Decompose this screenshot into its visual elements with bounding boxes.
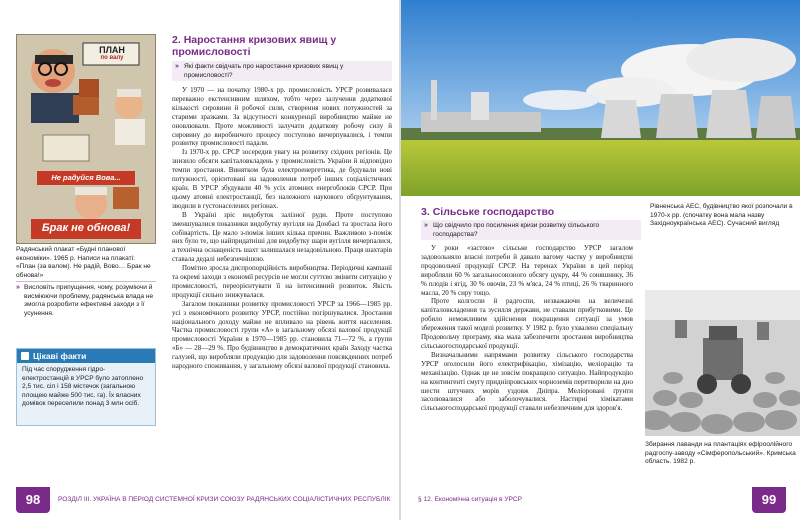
poster-plan-label: ПЛАН <box>99 45 125 55</box>
section-3-number: 3. <box>421 206 430 218</box>
poster-question-text: Висловіть припущення, чому, розуміючи й висміюючи проблему, радянська влада не змогла розробити ефективні заходи з її усунення. <box>24 284 154 317</box>
question-arrow-icon: » <box>424 222 428 229</box>
section-2-number: 2. <box>172 34 181 46</box>
section-3-question-block <box>421 220 641 240</box>
section-3-title-text: Сільське господарство <box>432 206 555 218</box>
poster-illustration <box>17 35 155 243</box>
footer-right: § 12. Економічна ситуація в УРСР <box>418 496 523 503</box>
photo-caption-bottom: Збирання лаванди на плантаціях ефіроолійного радгоспу-заводу «Сімферопольський». Кримська область. 1982 р. <box>645 441 796 466</box>
section-3-question: Що свідчило про посилення кризи розвитку сільського господарства? <box>433 222 600 238</box>
nuclear-plant-illustration <box>401 0 800 196</box>
poster-bottom-text: Брак не обнова! <box>41 222 131 234</box>
paragraph: Помітно зросла диспропорційність виробництва. Періодичні кампанії та окремі заходи з економії ресурсів не могли суттєво змінити ситуацію у промисловості, переорієнтувати її на інтенсивний розвиток. Якість продукції сильно знижувалася. <box>172 264 392 299</box>
footer-left: РОЗДІЛ ІІІ. УКРАЇНА В ПЕРІОД СИСТЕМНОЇ КРИЗИ СОЮЗУ РАДЯНСЬКИХ СОЦІАЛІСТИЧНИХ РЕСПУБЛІК <box>58 496 391 503</box>
page-number-right: 99 <box>752 487 786 513</box>
nuclear-plant-photo <box>401 0 800 196</box>
poster-caption: Радянський плакат «Будні планової економіки». 1965 р. Написи на плакаті: «План (за валом). Не радій, Вово… Брак не обнова!» <box>16 246 151 279</box>
paragraph: В Україні зріс видобуток залізної руди. Проте поступово зменшувалися показники видобутку вугілля на Донбасі та зростала його собівартість. Це мало з-поміж інших кілька причин. Важливою з-поміж них було те, що найпридатніші для видобутку шари вугілля вичерпалися, а технічна оснащеність шахт залишалася незадовільною. Праця шахтарів ставала дедалі небезпечнішою. <box>172 210 392 264</box>
soviet-poster-image <box>16 34 156 244</box>
section-2-title <box>172 34 392 58</box>
question-arrow-icon: » <box>16 284 20 291</box>
poster-mid-text: Не радуйся Вова... <box>51 173 121 182</box>
paragraph: Загалом показники розвитку промисловості УРСР за 1966—1985 рр. усі з економічного розвитку УРСР, постійно погіршувалися. Зростання національного доходу майже не впливало на рівень життя населення. Частка промисловості групи «А» в загальному обсязі валової продукції промисловості України в 1970—1985 рр. становила 71—72 %, а групи «Б» — 28—29 %. Про будівництво в демократичних країн Заходу частка галузей, що виробляли продукцію для задоволення повсякденних потреб народного споживання, у загальному обсязі валової продукції становила. <box>172 299 392 371</box>
section-2-question: Які факти свідчать про наростання кризових явищ у промисловості? <box>184 63 344 79</box>
photo-caption-top: Рівненська АЕС, будівництво якої розпочали в 1970-х рр. (спочатку вона мала назву Західноукраїнська АЕС). Сучасний вигляд <box>650 203 793 228</box>
facts-text: Під час спорудження гідро-електростанцій в УРСР було затоплено 2,5 тис. сіл і 158 містечок (загальною площею майже 500 тис. га). Їх власних домівок переселили понад 3 млн осіб. <box>22 366 144 408</box>
paragraph: Із 1970-х рр. СРСР зосередив увагу на розвитку східних регіонів. Це знизило обсяги капіталовкладень у промисловість України й відповідно темпи зростання. Винятком була електроенергетика, де будували нові потужності, орієнтовані на задоволення потреб інших соціалістичних країн. В УРСР збудували 40 % усіх атомних енергоблоків СРСР. При цьому атомні електростанції, без належного наукового обґрунтування, зводили в густонаселених регіонах. <box>172 148 392 210</box>
section-3-body <box>421 244 633 480</box>
facts-title: Цікаві факти <box>33 351 87 361</box>
section-2-question-block <box>172 61 392 81</box>
section-2-body <box>172 86 392 482</box>
lavender-illustration <box>645 290 800 436</box>
question-arrow-icon: » <box>175 63 179 70</box>
paragraph: Визначальними напрямами розвитку сільського господарства УРСР оголосили його електрифікацію, хімізацію, меліорацію та механізацію. Однак це не зовсім покращило ситуацію. Найпродукцію на контингенті смугу придніпровських чорноземів перетворили на дно шести штучних морів уздовж Дніпра. Меліоровані ґрунти засолювалися або заболочувалися. Настирні хімікатами сільськогосподарської продукції ставали небезпечним для здоров'я. <box>421 350 633 413</box>
poster-question-block <box>16 281 156 338</box>
page-number-left: 98 <box>16 487 50 513</box>
paragraph: Проте колгоспи й радгоспи, незважаючи на величезні капіталовкладення та зусилля держави, не ставали прибутковими. Це робило неможливим здійснення покращення ситуації за умов збереження такої моделі розвитку. У 1982 р. було ухвалено спеціальну Продовольчу програму, яка мала забезпечити зростання виробництва сільськогосподарської продукції. <box>421 297 633 350</box>
facts-header <box>17 349 155 363</box>
paragraph: У роки «застою» сільське господарство УРСР загалом задовольняло власні потреби й давало вагому частку у виробництві продовольчої продукції СРСР. На теренах України в цей період виробляли 60 % загальносоюзного обсягу цукру, 44 % соняшнику, 36 % плодів і ягід, 30 % овочів, 23 % м'яса, 24 % птиці, 26 % тваринного масла, 20 % сиру тощо. <box>421 244 633 297</box>
section-2-title-text: Наростання кризових явищ у промисловості <box>172 34 337 58</box>
interesting-facts-box <box>16 348 156 426</box>
checkbox-icon <box>21 352 29 360</box>
paragraph: У 1970 — на початку 1980-х рр. промисловість УРСР розвивалася переважно екстенсивним шляхом, тобто через залучення додаткової кількості сировини й робочої сили, створення нових потужностей за старими зразками. За відсутності конкуренції виробництво майже не оновлювали. Проте можливості залучати додаткову робочу силу й сировину до виробничого процесу поступово вичерпувалися, і темпи розвитку промисловості падали. <box>172 86 392 148</box>
lavender-harvest-photo <box>645 290 800 436</box>
poster-plan-sublabel: по валу <box>100 55 124 61</box>
section-3-title <box>421 206 641 218</box>
